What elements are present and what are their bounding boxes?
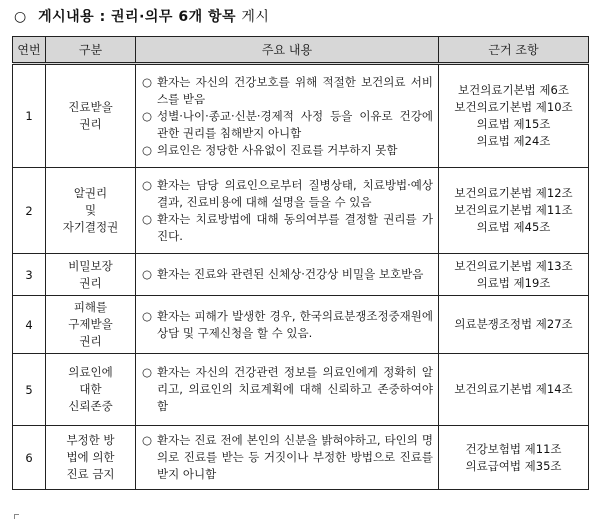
law-reference: 보건의료기본법 제11조 <box>454 203 573 217</box>
heading-suffix: 게시 <box>241 9 270 25</box>
row-category <box>46 168 136 254</box>
circle-bullet-icon: ○ <box>142 267 153 281</box>
content-text: 환자는 자신의 건강보호를 위해 적절한 보건의료 서비스를 받음 <box>157 74 433 106</box>
content-text: 환자는 진료 전에 본인의 신분을 밝혀야하고, 타인의 명의로 진료를 받는 등 거짓이나 부정한 방법으로 진료를 받지 아니함 <box>157 433 433 481</box>
row-category <box>46 64 136 168</box>
row-number: 2 <box>13 168 46 254</box>
content-text: 환자는 피해가 발생한 경우, 한국의료분쟁조정중재원에 상담 및 구제신청을 할 수 있음. <box>157 308 433 340</box>
table-row <box>13 168 589 254</box>
row-number: 3 <box>13 254 46 296</box>
content-text: 환자는 자신의 건강관련 정보를 의료인에게 정확히 알리고, 의료인의 치료계획에 대해 신뢰하고 존중하여야 함 <box>157 365 433 413</box>
category-line: 권리 <box>79 117 102 131</box>
header-number: 연번 <box>13 37 46 64</box>
circle-bullet-icon: ○ <box>142 433 153 447</box>
header-content: 주요 내용 <box>136 37 439 64</box>
category-line: 의료인에 <box>68 365 113 379</box>
row-category <box>46 254 136 296</box>
category-line: 법에 의한 <box>66 450 115 464</box>
law-reference: 의료법 제15조 <box>476 117 551 131</box>
table-row <box>13 354 589 426</box>
category-line: 부정한 방 <box>66 433 115 447</box>
header-law: 근거 조항 <box>439 37 589 64</box>
row-content <box>136 426 439 490</box>
table-header-row <box>13 37 589 64</box>
content-text: 환자는 담당 의료인으로부터 질병상태, 치료방법·예상결과, 진료비용에 대해 설명을 들을 수 있음 <box>157 177 433 209</box>
law-reference: 의료법 제45조 <box>476 220 551 234</box>
content-bullet <box>142 142 433 159</box>
header-category: 구분 <box>46 37 136 64</box>
content-bullet <box>142 211 433 245</box>
row-content <box>136 168 439 254</box>
circle-bullet-icon: ○ <box>142 74 153 89</box>
law-reference: 의료분쟁조정법 제27조 <box>454 317 573 331</box>
content-bullet <box>142 308 433 342</box>
row-law <box>439 254 589 296</box>
law-reference: 보건의료기본법 제10조 <box>454 100 573 114</box>
content-bullet <box>142 108 433 142</box>
row-content <box>136 254 439 296</box>
table-row <box>13 296 589 354</box>
category-line: 신뢰존중 <box>68 399 113 413</box>
table-row <box>13 426 589 490</box>
law-reference: 보건의료기본법 제14조 <box>454 382 573 396</box>
row-law <box>439 426 589 490</box>
category-line: 권리 <box>79 275 102 290</box>
law-reference: 보건의료기본법 제6조 <box>458 83 569 97</box>
content-text: 환자는 진료와 관련된 신체상·건강상 비밀을 보호받음 <box>157 267 424 281</box>
row-number: 1 <box>13 64 46 168</box>
circle-bullet-icon: ○ <box>142 365 153 379</box>
law-reference: 보건의료기본법 제12조 <box>454 186 573 200</box>
page-heading <box>14 6 269 26</box>
content-bullet <box>142 266 433 283</box>
circle-bullet-icon: ○ <box>142 142 153 157</box>
law-reference: 보건의료기본법 제13조 <box>454 258 573 273</box>
content-text: 의료인은 정당한 사유없이 진료를 거부하지 못함 <box>157 142 398 157</box>
category-line: 피해를 <box>73 300 108 314</box>
circle-bullet-icon: ○ <box>142 177 153 192</box>
row-number: 6 <box>13 426 46 490</box>
row-number: 5 <box>13 354 46 426</box>
row-law <box>439 296 589 354</box>
content-bullet <box>142 364 433 415</box>
category-line: 진료 금지 <box>66 467 115 481</box>
content-bullet <box>142 432 433 483</box>
row-law <box>439 64 589 168</box>
row-content <box>136 354 439 426</box>
table-row <box>13 64 589 168</box>
category-line: 구제받을 <box>68 317 113 331</box>
heading-bullet-icon: ○ <box>14 9 27 25</box>
category-line: 비밀보장 <box>68 258 113 273</box>
row-law <box>439 168 589 254</box>
row-content <box>136 296 439 354</box>
circle-bullet-icon: ○ <box>142 211 153 226</box>
category-line: 대한 <box>79 382 102 396</box>
table-row <box>13 254 589 296</box>
row-law <box>439 354 589 426</box>
heading-title: 게시내용 : 권리·의무 6개 항목 <box>38 9 237 25</box>
corner-mark <box>14 514 19 519</box>
rights-table <box>12 36 589 490</box>
category-line: 자기결정권 <box>62 220 119 234</box>
law-reference: 의료급여법 제35조 <box>465 458 562 473</box>
row-content <box>136 64 439 168</box>
row-category <box>46 426 136 490</box>
category-line: 알권리 <box>73 186 108 200</box>
content-text: 성별·나이·종교·신분·경제적 사정 등을 이유로 건강에 관한 권리를 침해받지 아니함 <box>157 108 433 140</box>
content-bullet <box>142 74 433 108</box>
row-number: 4 <box>13 296 46 354</box>
category-line: 진료받을 <box>68 100 113 114</box>
circle-bullet-icon: ○ <box>142 308 153 323</box>
category-line: 권리 <box>79 334 102 348</box>
category-line: 및 <box>84 203 97 217</box>
law-reference: 건강보험법 제11조 <box>465 441 562 456</box>
law-reference: 의료법 제24조 <box>476 134 551 148</box>
row-category <box>46 296 136 354</box>
row-category <box>46 354 136 426</box>
circle-bullet-icon: ○ <box>142 108 153 123</box>
content-text: 환자는 치료방법에 대해 동의여부를 결정할 권리를 가진다. <box>157 211 433 243</box>
law-reference: 의료법 제19조 <box>476 275 551 290</box>
content-bullet <box>142 177 433 211</box>
